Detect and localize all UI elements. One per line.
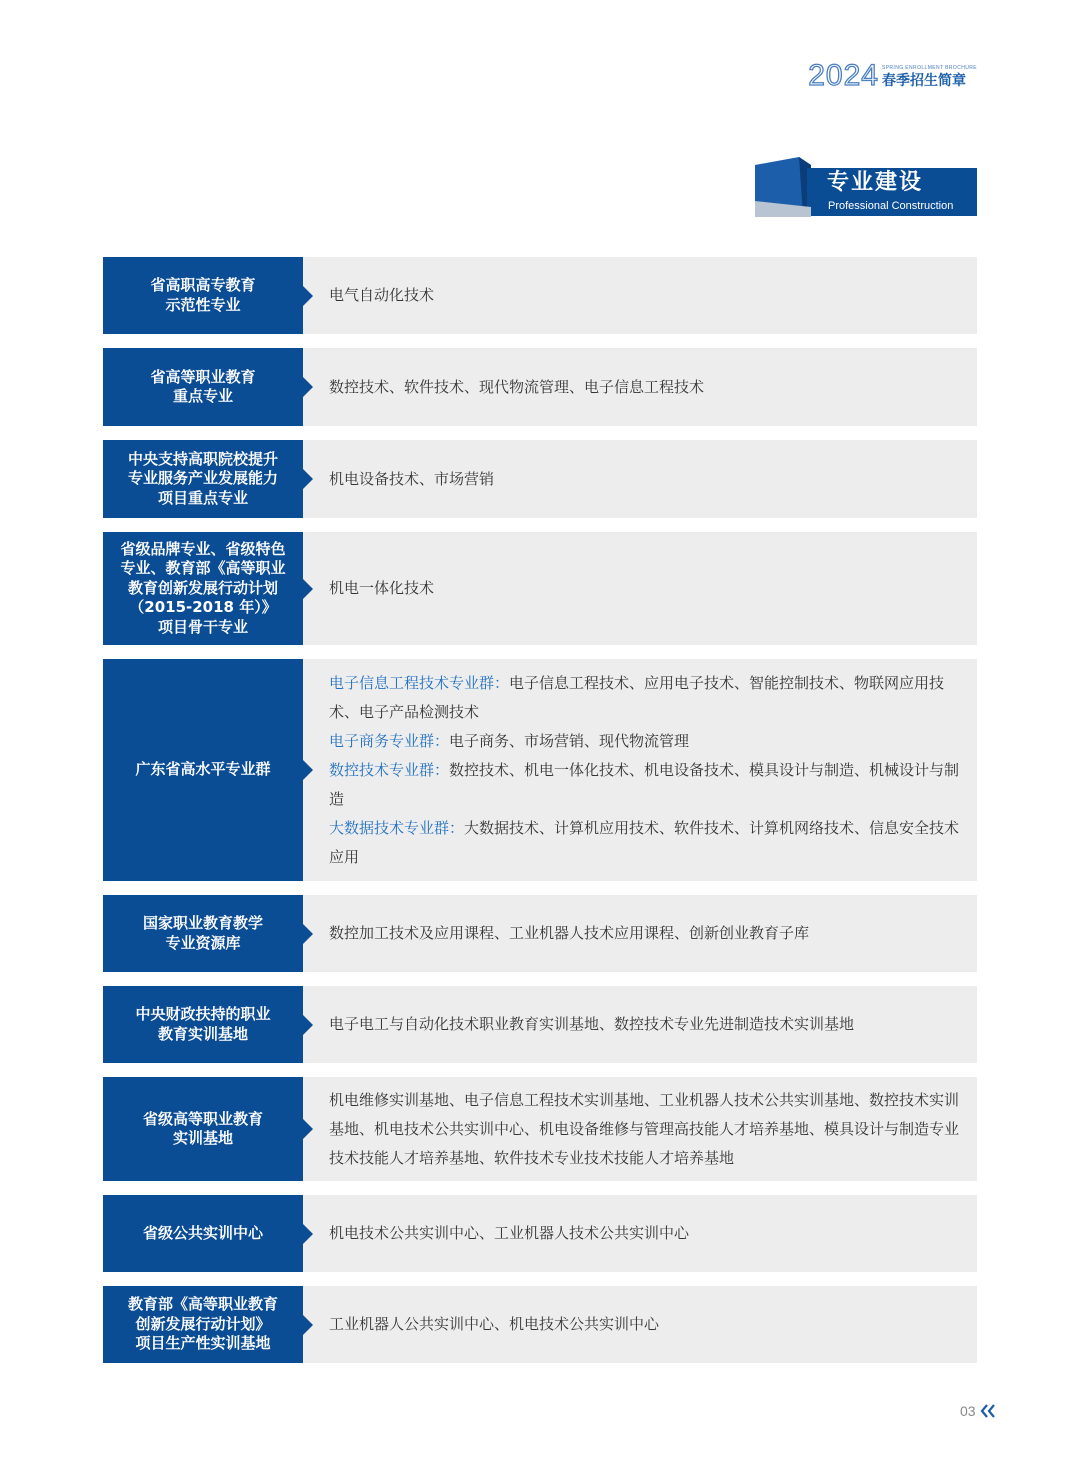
header-brand bbox=[808, 59, 977, 92]
group-item bbox=[329, 727, 969, 756]
section-title: 专业建设 bbox=[827, 170, 924, 195]
group-name: 电子信息工程技术专业群： bbox=[329, 673, 510, 692]
section-banner bbox=[755, 157, 977, 217]
row-value: 电气自动化技术 bbox=[329, 286, 435, 304]
row-label: 省高职高专教育 示范性专业 bbox=[103, 257, 303, 334]
group-item bbox=[329, 814, 969, 872]
group-name: 数控技术专业群： bbox=[329, 760, 450, 779]
construction-list bbox=[103, 257, 977, 1377]
row-label: 广东省高水平专业群 bbox=[103, 659, 303, 881]
row-brand-major bbox=[103, 532, 977, 645]
row-demo-major bbox=[103, 257, 977, 334]
row-productive-training-base bbox=[103, 1286, 977, 1363]
group-name: 电子商务专业群： bbox=[329, 731, 450, 750]
header-subtitle-en: SPRING ENROLLMENT BROCHURE bbox=[881, 65, 977, 71]
row-label: 国家职业教育教学 专业资源库 bbox=[103, 895, 303, 972]
row-value: 工业机器人公共实训中心、机电技术公共实训中心 bbox=[329, 1315, 660, 1333]
row-label: 省高等职业教育 重点专业 bbox=[103, 348, 303, 426]
row-value: 数控加工技术及应用课程、工业机器人技术应用课程、创新创业教育子库 bbox=[329, 924, 810, 942]
section-title-en: Professional Construction bbox=[828, 200, 954, 212]
row-value bbox=[303, 659, 977, 881]
double-chevron-left-icon bbox=[980, 1404, 996, 1418]
group-majors: 数控技术、机电一体化技术、机电设备技术、模具设计与制造、机械设计与制造 bbox=[329, 760, 960, 808]
row-value: 数控技术、软件技术、现代物流管理、电子信息工程技术 bbox=[329, 377, 705, 396]
row-provincial-training-base bbox=[103, 1077, 977, 1181]
row-label: 省级品牌专业、省级特色 专业、教育部《高等职业 教育创新发展行动计划 （2015-2018 年）》 项目骨干专业 bbox=[103, 532, 303, 645]
row-public-training-center bbox=[103, 1195, 977, 1272]
header-year: 2024 bbox=[808, 59, 879, 92]
row-value: 机电一体化技术 bbox=[329, 579, 435, 597]
row-label: 中央支持高职院校提升 专业服务产业发展能力 项目重点专业 bbox=[103, 440, 303, 518]
row-value: 电子电工与自动化技术职业教育实训基地、数控技术专业先进制造技术实训基地 bbox=[329, 1015, 855, 1033]
row-value: 机电技术公共实训中心、工业机器人技术公共实训中心 bbox=[329, 1224, 690, 1242]
row-label: 省级公共实训中心 bbox=[103, 1195, 303, 1272]
group-item bbox=[329, 669, 969, 727]
group-name: 大数据技术专业群： bbox=[329, 818, 465, 837]
header-text bbox=[882, 65, 977, 90]
row-value: 机电维修实训基地、电子信息工程技术实训基地、工业机器人技术公共实训基地、数控技术实训基地、机电技术公共实训中心、机电设备维修与管理高技能人才培养基地、模具设计与制造专业技术技能人才培养基地、软件技术专业技术技能人才培养基地 bbox=[329, 1090, 960, 1167]
row-label: 教育部《高等职业教育 创新发展行动计划》 项目生产性实训基地 bbox=[103, 1286, 303, 1363]
group-majors: 电子商务、市场营销、现代物流管理 bbox=[449, 731, 690, 750]
row-high-level-groups bbox=[103, 659, 977, 881]
row-label: 中央财政扶持的职业 教育实训基地 bbox=[103, 986, 303, 1063]
group-item bbox=[329, 756, 969, 814]
header-title: 春季招生简章 bbox=[881, 73, 966, 89]
row-central-training-base bbox=[103, 986, 977, 1063]
row-resource-library bbox=[103, 895, 977, 972]
group-majors: 电子信息工程技术、应用电子技术、智能控制技术、物联网应用技术、电子产品检测技术 bbox=[329, 673, 945, 721]
page-number bbox=[960, 1403, 996, 1419]
page-number-text: 03 bbox=[960, 1403, 976, 1419]
row-central-support bbox=[103, 440, 977, 518]
row-label: 省级高等职业教育 实训基地 bbox=[103, 1077, 303, 1181]
row-key-major bbox=[103, 348, 977, 426]
group-majors: 大数据技术、计算机应用技术、软件技术、计算机网络技术、信息安全技术应用 bbox=[329, 818, 960, 866]
row-value: 机电设备技术、市场营销 bbox=[329, 469, 495, 488]
